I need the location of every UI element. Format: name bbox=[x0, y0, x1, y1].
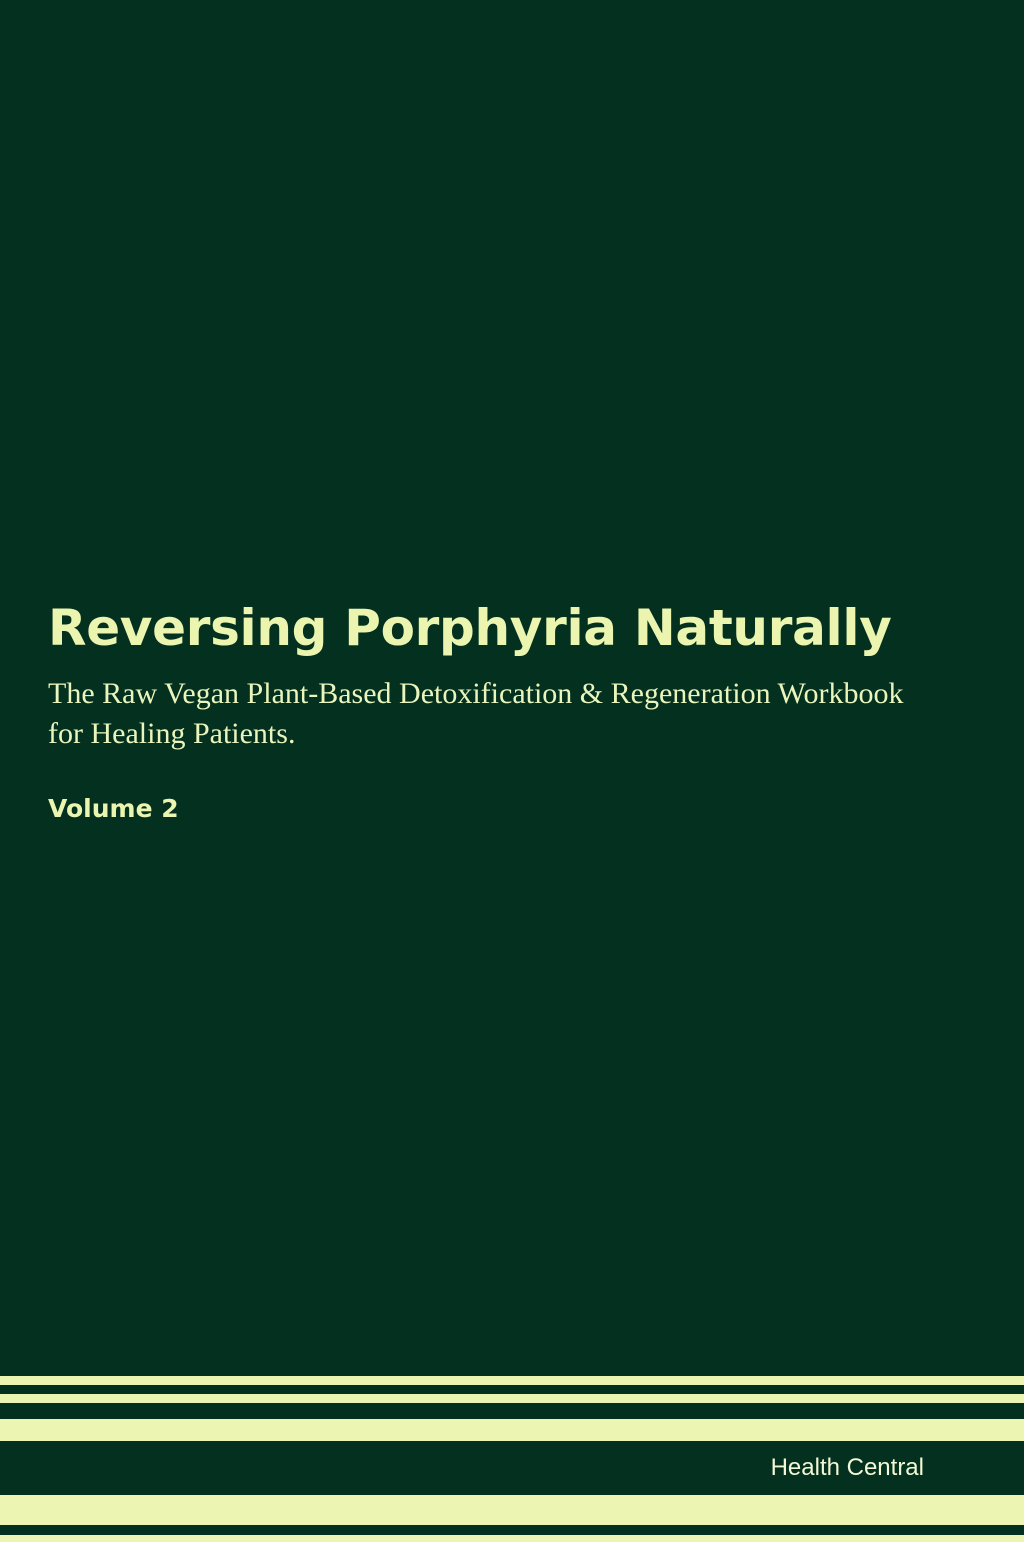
stripe-dark-1 bbox=[0, 1385, 1024, 1394]
stripe-light-3 bbox=[0, 1419, 1024, 1441]
decorative-stripes bbox=[0, 1376, 1024, 1542]
stripe-light-4 bbox=[0, 1495, 1024, 1525]
stripe-light-2 bbox=[0, 1394, 1024, 1403]
book-subtitle: The Raw Vegan Plant-Based Detoxification & Regeneration Workbook for Healing Patients. bbox=[48, 677, 904, 750]
page-title: Reversing Porphyria Naturally bbox=[48, 599, 892, 657]
volume-label: Volume 2 bbox=[48, 793, 179, 823]
stripe-light-5 bbox=[0, 1535, 1024, 1542]
publisher-band bbox=[0, 1441, 1024, 1495]
title-block bbox=[48, 600, 948, 823]
publisher-name: Health Central bbox=[770, 1454, 924, 1481]
stripe-dark-2 bbox=[0, 1403, 1024, 1419]
stripe-dark-3 bbox=[0, 1525, 1024, 1535]
stripe-light-1 bbox=[0, 1376, 1024, 1385]
